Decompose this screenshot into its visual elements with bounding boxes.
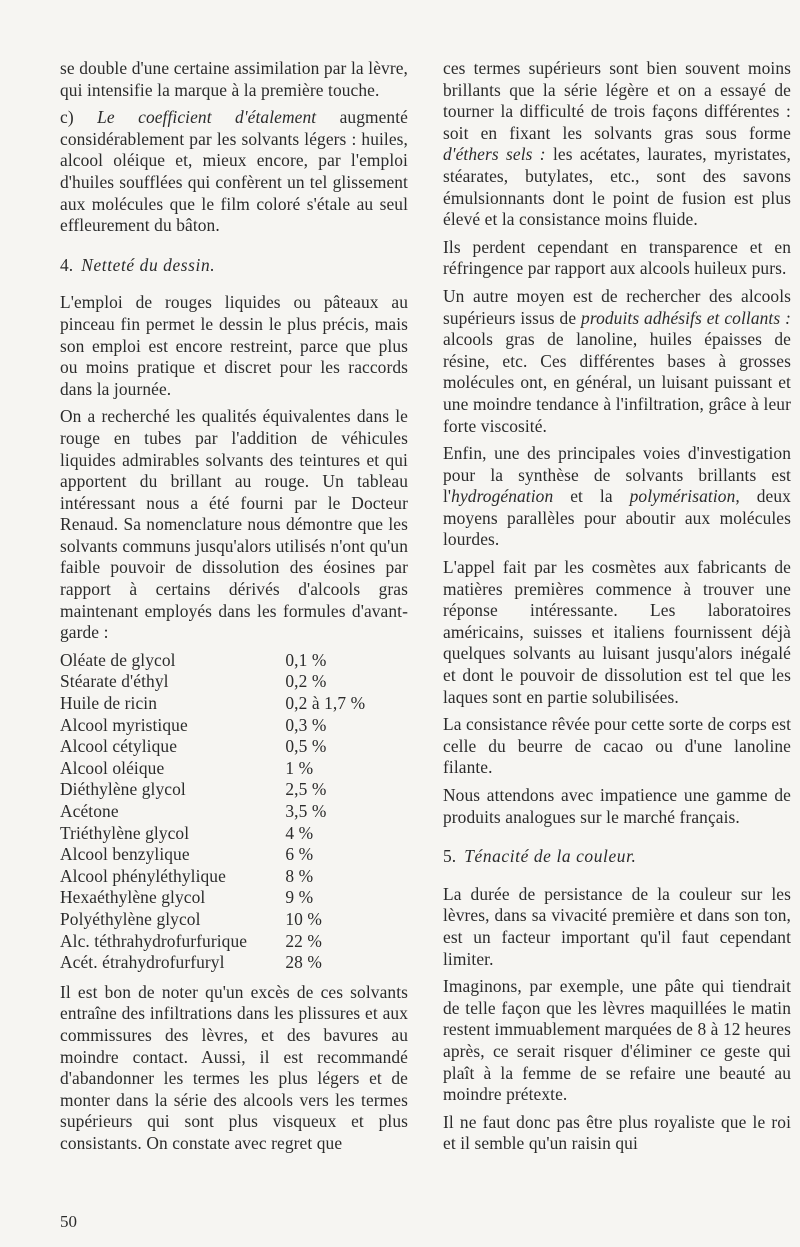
paragraph: se double d'une certaine assimilation par la lèvre, qui intensifie la marque à la première touche. xyxy=(60,58,408,100)
solvent-value: 2,5 % xyxy=(285,779,327,800)
right-column xyxy=(443,58,791,1161)
paragraph: On a recherché les qualités équivalentes dans le rouge en tubes par l'addition de véhicules liquides admirables solvants des teintures et qui apportent du brillant au rouge. Un tableau intéressant nous a été fourni par le Docteur Renaud. Sa nomenclature nous démontre que les solvants communs jusqu'alors utilisés n'ont qu'un faible pouvoir de dissolution des éosines par rapport à certains dérivés d'alcools gras maintenant employés dans les formules d'avant-garde : xyxy=(60,406,408,643)
paragraph: L'emploi de rouges liquides ou pâteaux au pinceau fin permet le dessin le plus précis, mais son emploi est encore restreint, parce que plus ou moins pratique et discret pour les raccords dans la journée. xyxy=(60,292,408,399)
section-title: Netteté du dessin. xyxy=(81,254,216,275)
table-row xyxy=(60,887,380,909)
solvent-value: 0,2 à 1,7 % xyxy=(285,693,366,714)
table-row xyxy=(60,844,380,866)
term-italic: d'éthers sels : xyxy=(443,144,546,165)
list-label: c) xyxy=(60,107,74,128)
table-row xyxy=(60,693,380,715)
solvent-name: Acétone xyxy=(60,801,119,821)
paragraph: Nous attendons avec impatience une gamme de produits analogues sur le marché français. xyxy=(443,785,791,827)
solvent-value: 8 % xyxy=(285,865,314,886)
solvent-value: 0,1 % xyxy=(285,649,327,670)
solvent-name: Alcool cétylique xyxy=(60,736,178,757)
paragraph: Il est bon de noter qu'un excès de ces solvants entraîne des infiltrations dans les plissures et aux commissures des lèvres, et des bavures au moindre contact. Aussi, il est recommandé d'abandonner les termes les plus légers et de monter dans la série des alcools vers les termes supérieurs qui sont plus visqueux et plus consistants. On constate avec regret que xyxy=(60,981,408,1153)
paragraph-hydrogenation xyxy=(443,443,791,551)
solvent-name: Huile de ricin xyxy=(60,693,158,714)
solvent-value: 0,2 % xyxy=(285,671,327,692)
solvent-value: 6 % xyxy=(285,844,314,865)
solvent-value: 9 % xyxy=(285,887,314,908)
solvent-name: Alcool oléique xyxy=(60,757,165,778)
solvent-name: Polyéthylène glycol xyxy=(60,908,201,929)
table-row xyxy=(60,758,380,780)
table-row xyxy=(60,909,380,931)
solvent-name: Stéarate d'éthyl xyxy=(60,671,169,692)
term-italic: hydrogénation xyxy=(451,486,554,507)
paragraph: Ils perdent cependant en transparence et en réfringence par rapport aux alcools huileux purs. xyxy=(443,236,791,279)
section-heading-5 xyxy=(443,846,791,868)
solvent-value: 1 % xyxy=(285,757,314,778)
solvent-value: 4 % xyxy=(285,822,314,843)
paragraph-text: les acétates, laurates, myristates, stéarates, butylates, etc., sont des savons émulsionnants dont le point de fusion est plus élevé et la consistance moins fluide. xyxy=(443,144,791,230)
solvent-name: Acét. étrahydrofurfuryl xyxy=(60,952,225,973)
left-column xyxy=(60,58,408,1161)
table-row xyxy=(60,931,380,953)
solvent-value: 22 % xyxy=(285,930,322,951)
paragraph: La durée de persistance de la couleur sur les lèvres, dans sa vivacité première et dans son ton, est un facteur important qu'il faut cependant limiter. xyxy=(443,883,791,969)
paragraph-ether-salts xyxy=(443,58,791,231)
solvent-name: Alcool benzylique xyxy=(60,844,190,865)
solvent-name: Oléate de glycol xyxy=(60,649,176,670)
paragraph-text: et la xyxy=(570,486,613,507)
table-row xyxy=(60,952,380,974)
solvent-value: 10 % xyxy=(285,908,322,929)
table-row xyxy=(60,650,380,672)
table-row xyxy=(60,801,380,823)
solvent-value: 0,3 % xyxy=(285,714,327,735)
table-row xyxy=(60,779,380,801)
page-number: 50 xyxy=(60,1212,77,1231)
paragraph-text: alcools gras de lanoline, huiles épaisses de résine, etc. Ces différentes bases à grosses molécules ont, en général, un luisant puissant et une moindre tendance à l'infiltration, grâce à leur forte viscosité. xyxy=(443,329,791,436)
paragraph-text: ces termes supérieurs sont bien souvent moins brillants que la série légère et on a essayé de tourner la difficulté de trois façons différentes : soit en fixant les solvants gras sous forme xyxy=(443,58,791,143)
term-italic: polymérisation, xyxy=(629,486,740,507)
paragraph-adhesive-products xyxy=(443,286,791,437)
paragraph-spreading-coefficient xyxy=(60,107,408,237)
paragraph-text: deux moyens parallèles pour aboutir aux molécules lourdes. xyxy=(443,486,791,550)
paragraph: La consistance rêvée pour cette sorte de corps est celle du beurre de cacao ou d'une lanoline filante. xyxy=(443,714,791,778)
paragraph: Imaginons, par exemple, une pâte qui tiendrait de telle façon que les lèvres maquillées le matin restent immuablement marquées de 8 à 12 heures après, ce serait risquer d'éliminer ce geste qui plaît à la femme de se refaire une beauté au moindre prétexte. xyxy=(443,976,791,1105)
solvent-name: Triéthylène glycol xyxy=(60,822,190,843)
section-number: 5. xyxy=(443,846,457,867)
solvent-value: 0,5 % xyxy=(285,736,327,757)
section-number: 4. xyxy=(60,254,74,275)
term-italic: produits adhésifs et collants : xyxy=(581,307,791,328)
term-italic: Le coefficient d'étalement xyxy=(97,107,317,128)
solvent-name: Alc. téthrahydrofurfurique xyxy=(60,930,248,951)
section-title: Ténacité de la couleur. xyxy=(464,846,637,867)
solvent-value: 28 % xyxy=(285,952,322,973)
solvent-name: Hexaéthylène glycol xyxy=(60,887,206,908)
solvent-name: Alcool phényléthylique xyxy=(60,865,226,886)
solvent-table xyxy=(60,650,380,974)
table-row xyxy=(60,715,380,737)
table-row xyxy=(60,823,380,845)
paragraph: L'appel fait par les cosmètes aux fabricants de matières premières commence à trouver une réponse intéressante. Les laboratoires américains, suisses et italiens fournissent déjà quelques solvants au luisant jusqu'alors inégalé et dont le pouvoir de dissolution est tel que les laques sont en partie solubilisées. xyxy=(443,557,791,707)
solvent-name: Alcool myristique xyxy=(60,714,188,735)
paragraph-text: Un autre moyen est de rechercher des alcools supérieurs issus de xyxy=(443,285,791,328)
table-row xyxy=(60,866,380,888)
table-row xyxy=(60,671,380,693)
paragraph-text: augmenté considérablement par les solvants légers : huiles, alcool oléique et, mieux encore, par l'emploi d'huiles soufflées qui confèrent un tel glissement aux molécules que le film coloré s'étale au seul effleurement du bâton. xyxy=(60,107,408,236)
table-row xyxy=(60,736,380,758)
solvent-name: Diéthylène glycol xyxy=(60,779,186,800)
paragraph-text: Enfin, une des principales voies d'investigation pour la synthèse de solvants brillants est l' xyxy=(443,443,791,507)
solvent-value: 3,5 % xyxy=(285,801,327,821)
section-heading-4 xyxy=(60,255,408,277)
paragraph: Il ne faut donc pas être plus royaliste que le roi et il semble qu'un raisin qui xyxy=(443,1111,791,1154)
